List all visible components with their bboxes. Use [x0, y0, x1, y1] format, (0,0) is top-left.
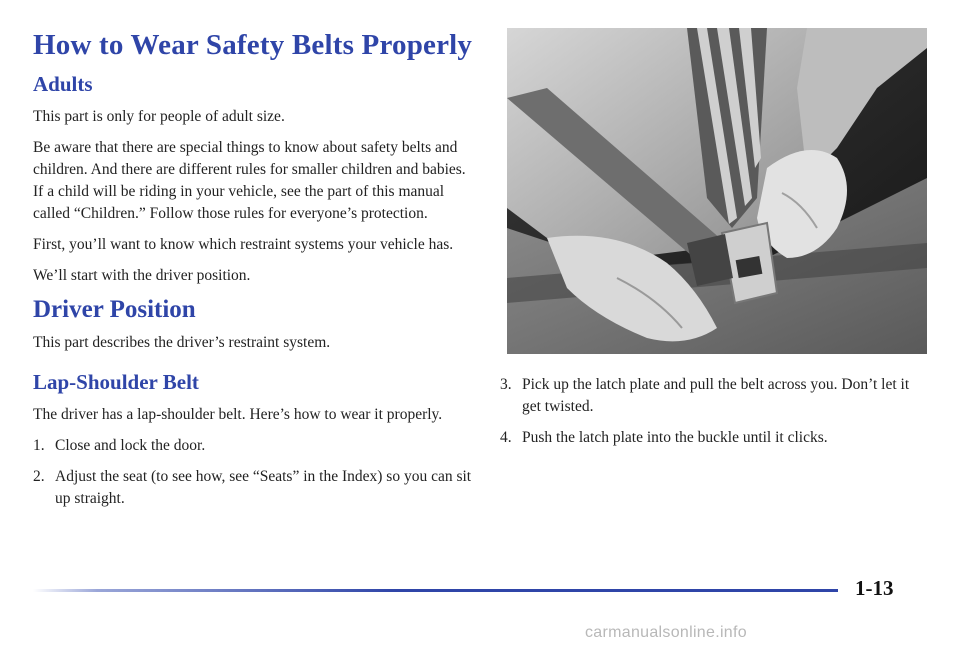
step-item: [33, 435, 473, 457]
lap-steps-list: [33, 435, 473, 510]
section-title-adults: Adults: [33, 72, 93, 96]
belt-illustration: [507, 28, 927, 354]
step-text: Pick up the latch plate and pull the belt across you. Don’t let it get twisted.: [522, 376, 910, 415]
left-column: [33, 28, 473, 519]
step-number: 1.: [33, 437, 45, 454]
step-number: 4.: [500, 429, 512, 446]
adults-paragraph-4: We’ll start with the driver position.: [33, 267, 251, 284]
step-number: 3.: [500, 376, 512, 393]
step-text: Adjust the seat (to see how, see “Seats” in the Index) so you can sit up straight.: [55, 468, 472, 507]
adults-paragraph-2: Be aware that there are special things to know about safety belts and children. And there are different rules for smaller children and babies. If a child will be riding in your vehicle, see the part of this manual called “Children.” Follow those rules for everyone’s protection.: [33, 139, 466, 222]
step-number: 2.: [33, 468, 45, 485]
right-steps-list: [500, 374, 930, 449]
driver-paragraph: This part describes the driver’s restraint system.: [33, 334, 331, 351]
watermark-text: carmanualsonline.info: [585, 624, 747, 641]
page-number: 1-13: [855, 576, 894, 600]
section-title-lap-shoulder-belt: Lap-Shoulder Belt: [33, 370, 199, 394]
page-heading: How to Wear Safety Belts Properly: [33, 29, 473, 61]
section-title-driver-position: Driver Position: [33, 296, 196, 323]
footer-rule: [33, 589, 838, 592]
step-text: Close and lock the door.: [55, 437, 206, 454]
adults-paragraph-1: This part is only for people of adult size.: [33, 108, 285, 125]
safety-belt-photo: [507, 28, 927, 354]
step-item: [500, 374, 930, 418]
lap-paragraph: The driver has a lap-shoulder belt. Here’s how to wear it properly.: [33, 406, 443, 423]
adults-paragraph-3: First, you’ll want to know which restraint systems your vehicle has.: [33, 236, 454, 253]
step-item: [33, 466, 473, 510]
step-item: [500, 427, 930, 449]
right-column: [500, 28, 930, 458]
step-text: Push the latch plate into the buckle until it clicks.: [522, 429, 828, 446]
